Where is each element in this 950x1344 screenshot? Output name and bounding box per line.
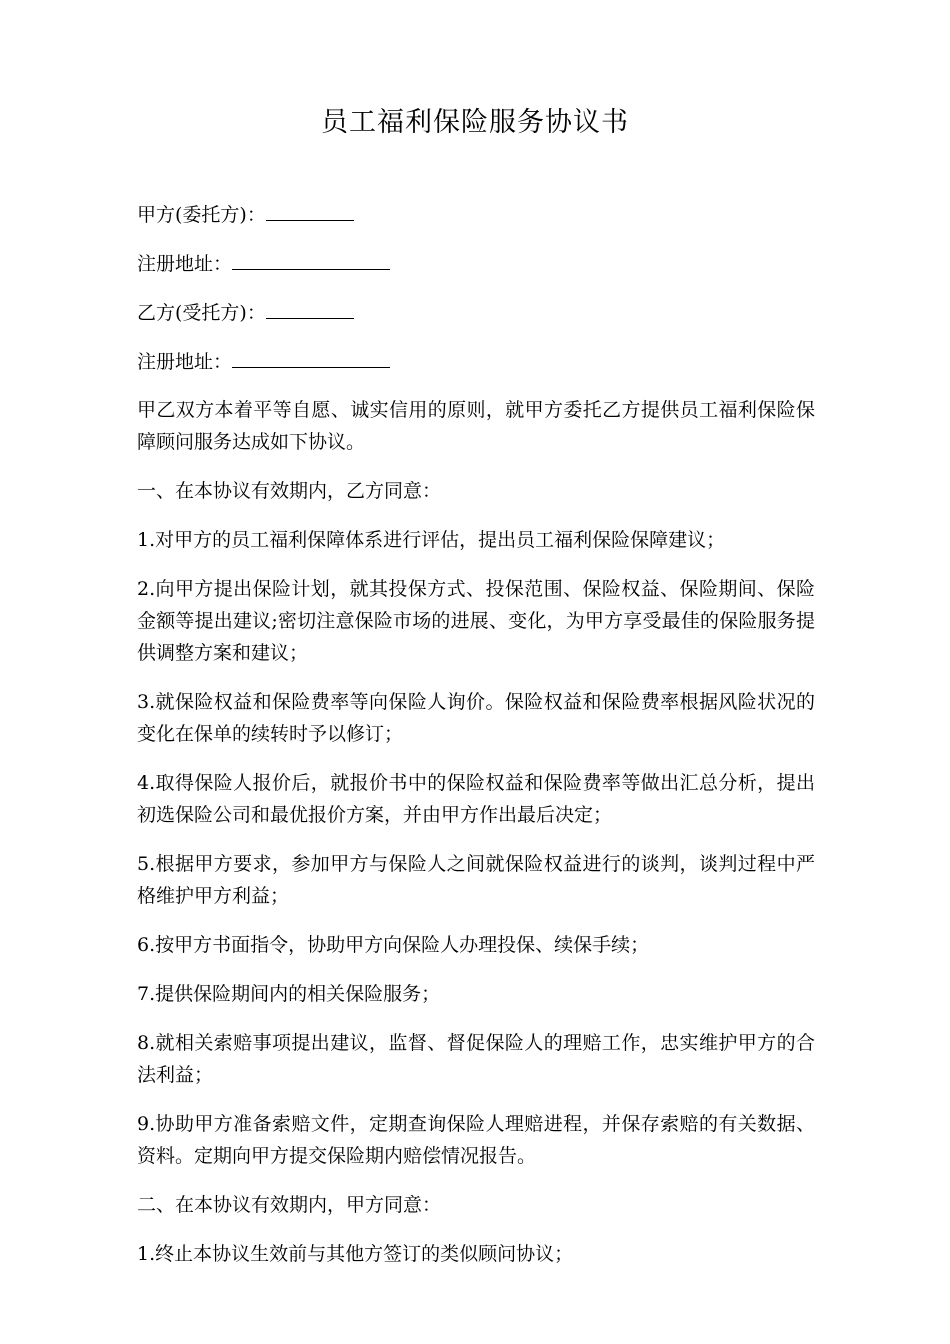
document-body [137,198,815,1270]
section2-heading: 二、在本协议有效期内，甲方同意： [137,1194,442,1216]
section1-item-3: 3.就保险权益和保险费率等向保险人询价。保险权益和保险费率根据风险状况的变化在保单的续转时予以修订； [137,691,815,745]
intro-paragraph: 甲乙双方本着平等自愿、诚实信用的原则，就甲方委托乙方提供员工福利保险保障顾问服务达成如下协议。 [137,399,815,453]
section1-item-5: 5.根据甲方要求，参加甲方与保险人之间就保险权益进行的谈判，谈判过程中严格维护甲方利益； [137,853,815,907]
party-a-address-blank [232,247,390,270]
section1-item-8: 8.就相关索赔事项提出建议，监督、督促保险人的理赔工作，忠实维护甲方的合法利益； [137,1032,815,1086]
party-b-label: 乙方(受托方)： [137,302,266,324]
section1-item-7: 7.提供保险期间内的相关保险服务； [137,983,441,1005]
party-b-line [137,296,815,328]
party-a-address-line [137,247,815,279]
party-a-address-label: 注册地址： [137,253,233,275]
document-title: 员工福利保险服务协议书 [321,107,629,138]
party-a-label: 甲方(委托方)： [137,204,266,226]
section1-item-9: 9.协助甲方准备索赔文件，定期查询保险人理赔进程，并保存索赔的有关数据、资料。定期向甲方提交保险期内赔偿情况报告。 [137,1113,815,1167]
section1-item-2: 2.向甲方提出保险计划，就其投保方式、投保范围、保险权益、保险期间、保险金额等提出建议;密切注意保险市场的进展、变化，为甲方享受最佳的保险服务提供调整方案和建议； [137,578,815,664]
section1-item-6: 6.按甲方书面指令，协助甲方向保险人办理投保、续保手续； [137,934,650,956]
party-b-blank [266,296,354,319]
party-a-blank [266,198,354,221]
section2-item-1: 1.终止本协议生效前与其他方签订的类似顾问协议； [137,1243,574,1265]
section1-heading: 一、在本协议有效期内，乙方同意： [137,480,442,502]
section1-item-4: 4.取得保险人报价后，就报价书中的保险权益和保险费率等做出汇总分析，提出初选保险公司和最优报价方案，并由甲方作出最后决定； [137,772,815,826]
party-a-line [137,198,815,230]
party-b-address-line [137,345,815,377]
section1-item-1: 1.对甲方的员工福利保障体系进行评估，提出员工福利保险保障建议； [137,529,726,551]
party-b-address-blank [232,345,390,368]
party-b-address-label: 注册地址： [137,351,233,373]
